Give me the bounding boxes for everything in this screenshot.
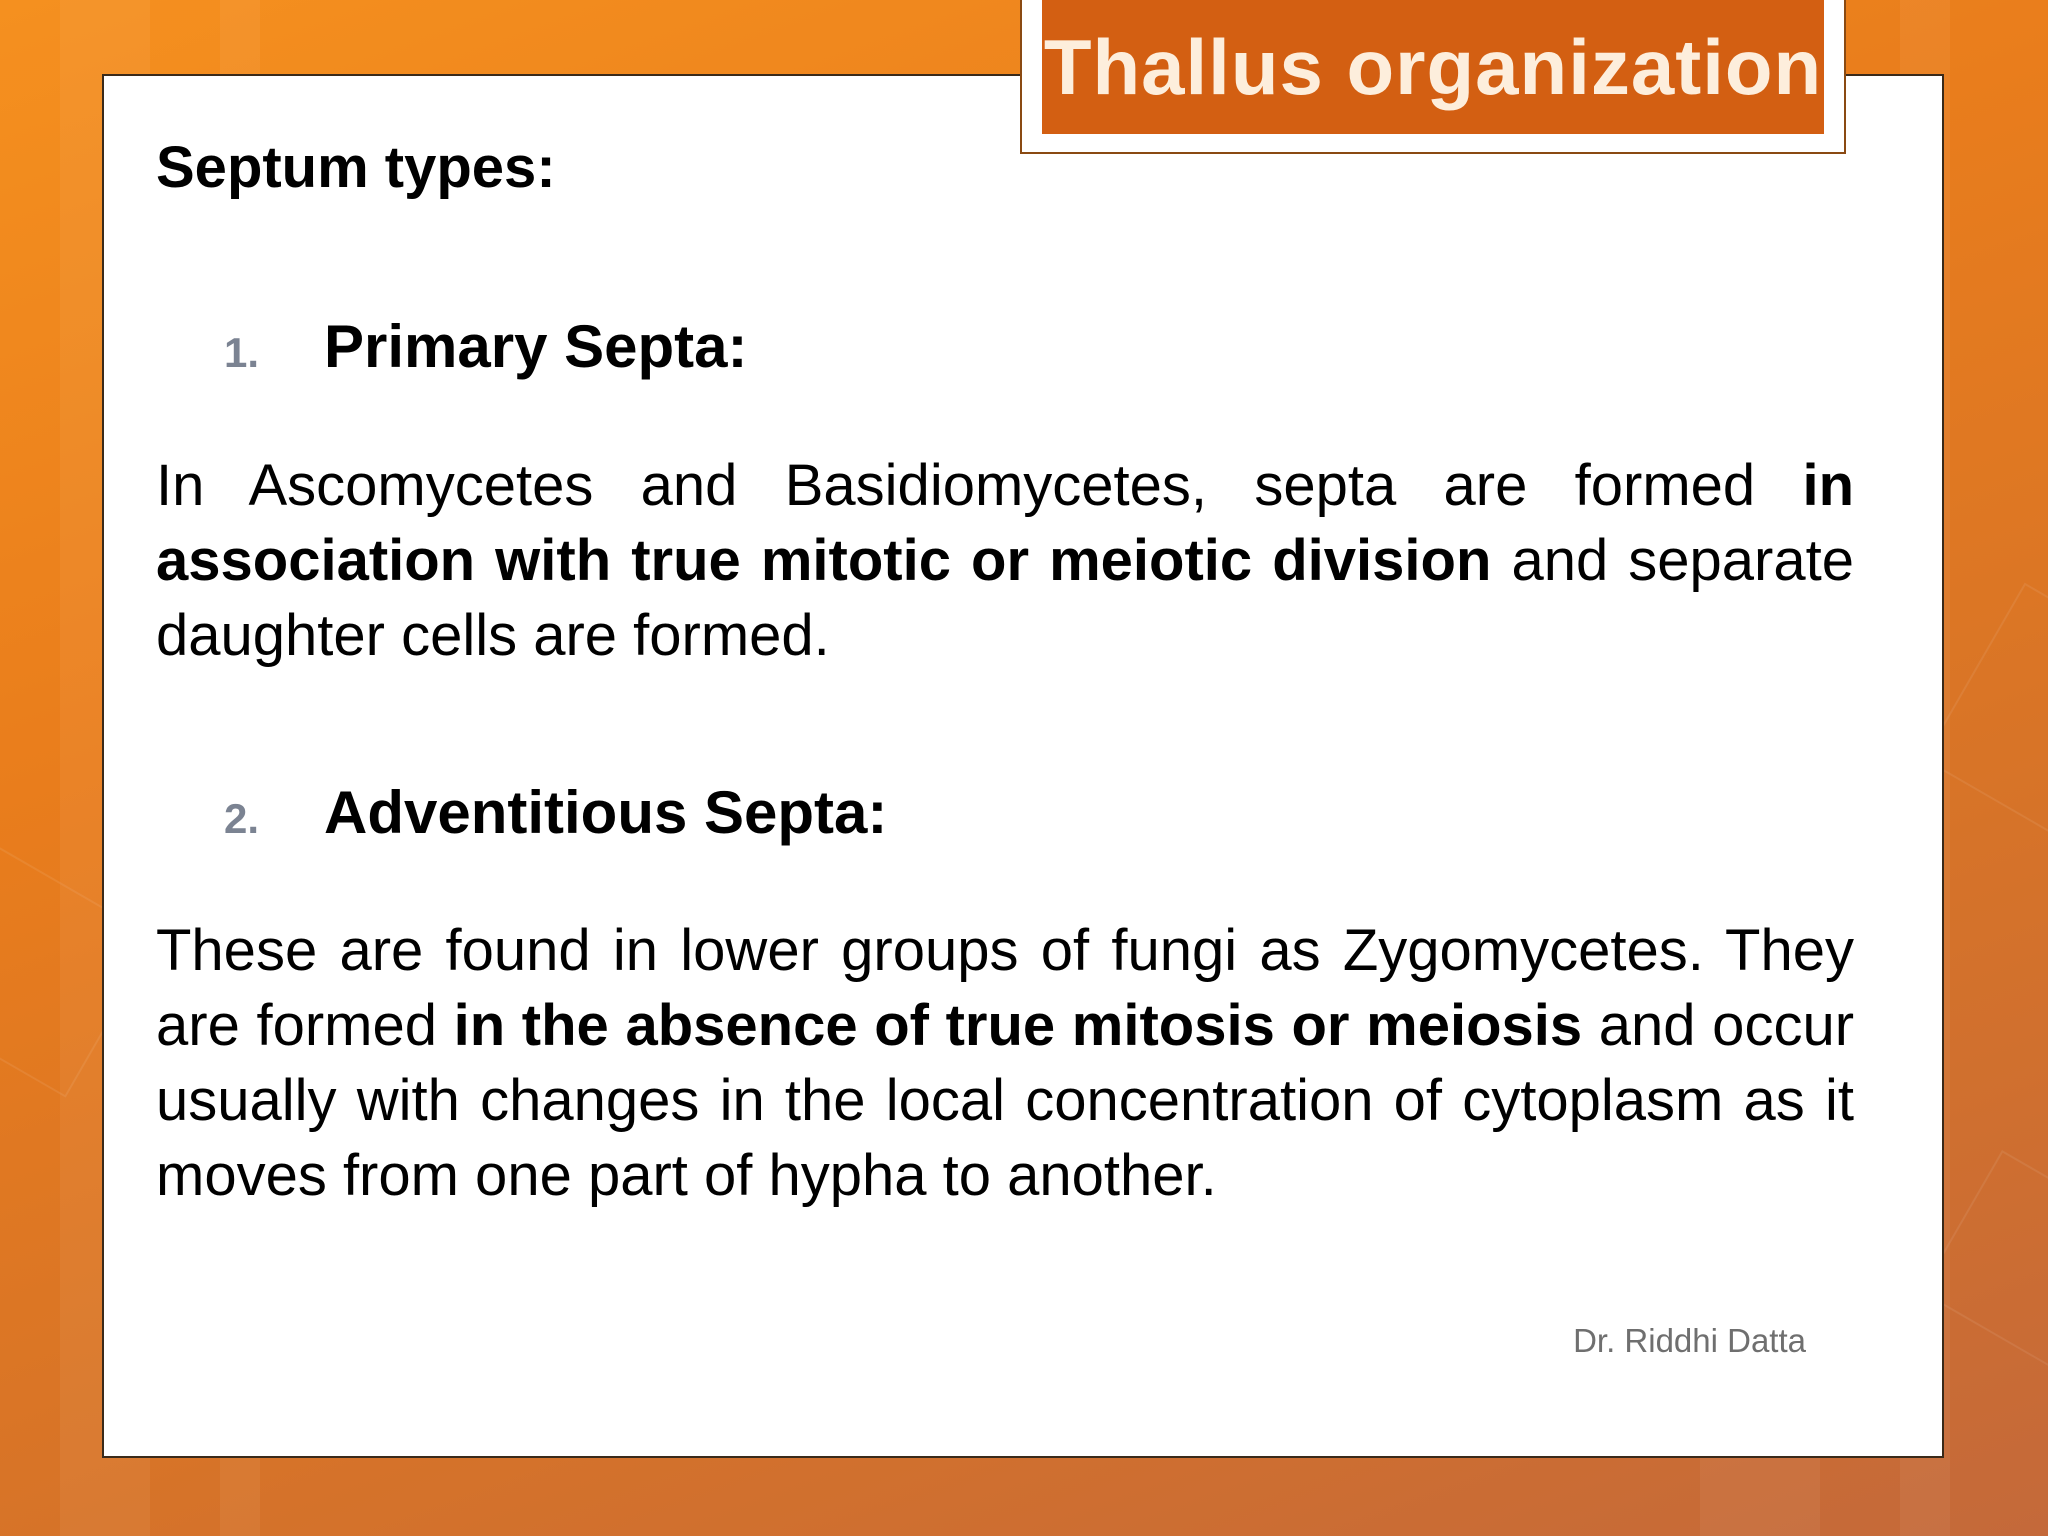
author-credit: Dr. Riddhi Datta bbox=[1573, 1322, 1806, 1359]
slide-title: Thallus organization bbox=[1043, 22, 1823, 111]
list-number: 1. bbox=[224, 329, 260, 376]
list-label: Primary Septa: bbox=[324, 313, 748, 380]
list-label: Adventitious Septa: bbox=[324, 779, 888, 846]
title-banner bbox=[1020, 0, 1846, 154]
slide-content-panel bbox=[102, 74, 1944, 1458]
paragraph-primary-septa bbox=[156, 448, 1854, 673]
paragraph-bold-text: in association with true mitotic or meiotic division bbox=[156, 453, 1854, 593]
paragraph-text: In Ascomycetes and Basidiomycetes, septa are formed bbox=[156, 453, 1803, 518]
section-heading: Septum types: bbox=[156, 135, 556, 200]
list-number: 2. bbox=[224, 795, 260, 842]
paragraph-text: and separate daughter cells are formed. bbox=[156, 528, 1854, 668]
list-item-primary-septa bbox=[224, 312, 748, 381]
list-item-adventitious-septa bbox=[224, 778, 887, 847]
paragraph-text: and occur usually with changes in the local concentration of cytoplasm as it moves from one part of hypha to another. bbox=[156, 993, 1855, 1208]
paragraph-bold-text: in the absence of true mitosis or meiosis bbox=[453, 993, 1583, 1058]
paragraph-text: These are found in lower groups of fungi as Zygomycetes. They are formed bbox=[156, 918, 1854, 1058]
title-banner-fill bbox=[1042, 0, 1824, 134]
paragraph-adventitious-septa bbox=[156, 913, 1854, 1213]
